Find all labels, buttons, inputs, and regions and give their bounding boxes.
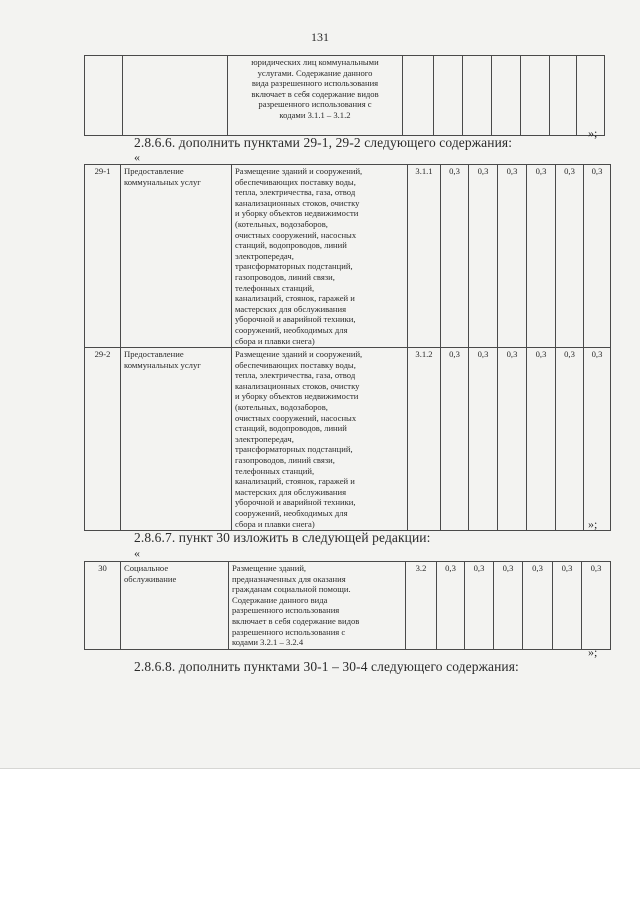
cell-description: Размещение зданий, предназначенных для оказания гражданам социальной помощи. Содержание данного вида разрешенного использования включает в себя содержание видов разрешенного использования с кодами 3.2.1 – 3.2.4	[229, 562, 406, 650]
cell-description: Размещение зданий и сооружений, обеспечивающих поставку воды, тепла, электричества, газа, отвод канализационных стоков, очистку и уборку объектов недвижимости (котельных, водозаборов, очистных сооружений, насосных станций, водопроводов, линий электропередач, трансформаторных подстанций, газопроводов, линий связи, телефонных станций, канализаций, стоянок, гаражей и мастерских для обслуживания уборочной и аварийной техники, сооружений, необходимых для сбора и плавки снега)	[232, 165, 408, 348]
cell-value: 0,3	[494, 562, 523, 650]
table-row	[85, 165, 611, 348]
cell-value	[521, 56, 550, 136]
cell-value: 0,3	[584, 165, 611, 348]
closing-quote-2: »;	[588, 517, 598, 531]
closing-quote-1: »;	[588, 126, 598, 140]
cell-name: Предоставление коммунальных услуг	[121, 348, 232, 531]
cell-value: 0,3	[527, 165, 556, 348]
cell-num: 30	[85, 562, 121, 650]
opening-quote-1: «	[134, 150, 140, 164]
cell-num: 29-1	[85, 165, 121, 348]
cell-value	[492, 56, 521, 136]
cell-value: 0,3	[469, 348, 498, 531]
cell-value	[550, 56, 577, 136]
section-heading-2-8-6-6: 2.8.6.6. дополнить пунктами 29-1, 29-2 следующего содержания:	[134, 135, 513, 150]
cell-code: 3.1.2	[408, 348, 441, 531]
cell-value: 0,3	[523, 562, 553, 650]
cell-value: 0,3	[553, 562, 582, 650]
table-30	[84, 561, 611, 650]
cell-value: 0,3	[437, 562, 465, 650]
section-heading-2-8-6-7: 2.8.6.7. пункт 30 изложить в следующей редакции:	[134, 530, 431, 545]
cell-value: 0,3	[441, 348, 469, 531]
cell-code	[403, 56, 434, 136]
cell-value: 0,3	[441, 165, 469, 348]
cell-value: 0,3	[556, 348, 584, 531]
cell-value	[577, 56, 605, 136]
cell-name: Социальное обслуживание	[121, 562, 229, 650]
cell-description: Размещение зданий и сооружений, обеспечивающих поставку воды, тепла, электричества, газа, отвод канализационных стоков, очистку и уборку объектов недвижимости (котельных, водозаборов, очистных сооружений, насосных станций, водопроводов, линий электропередач, трансформаторных подстанций, газопроводов, линий связи, телефонных станций, канализаций, стоянок, гаражей и мастерских для обслуживания уборочной и аварийной техники, сооружений, необходимых для сбора и плавки снега)	[232, 348, 408, 531]
cell-value: 0,3	[469, 165, 498, 348]
cell-value: 0,3	[584, 348, 611, 531]
cell-value: 0,3	[556, 165, 584, 348]
table-row	[85, 562, 611, 650]
table-29	[84, 164, 611, 531]
cell-num: 29-2	[85, 348, 121, 531]
continuation-table	[84, 55, 605, 136]
cell-value: 0,3	[465, 562, 494, 650]
page-number: 131	[311, 30, 329, 44]
opening-quote-2: «	[134, 546, 140, 560]
cell-code: 3.1.1	[408, 165, 441, 348]
cell-name	[123, 56, 228, 136]
cell-num	[85, 56, 123, 136]
table-row	[85, 56, 605, 136]
cell-value: 0,3	[582, 562, 611, 650]
cell-name: Предоставление коммунальных услуг	[121, 165, 232, 348]
table-row	[85, 348, 611, 531]
cell-value: 0,3	[527, 348, 556, 531]
cell-description: юридических лиц коммунальными услугами. Содержание данного вида разрешенного использования включает в себя содержание видов разрешенного использования с кодами 3.1.1 – 3.1.2	[228, 56, 403, 136]
cell-value	[463, 56, 492, 136]
closing-quote-3: »;	[588, 645, 598, 659]
cell-value: 0,3	[498, 348, 527, 531]
section-heading-2-8-6-8: 2.8.6.8. дополнить пунктами 30-1 – 30-4 следующего содержания:	[134, 659, 519, 674]
cell-value: 0,3	[498, 165, 527, 348]
cell-code: 3.2	[406, 562, 437, 650]
cell-value	[434, 56, 463, 136]
